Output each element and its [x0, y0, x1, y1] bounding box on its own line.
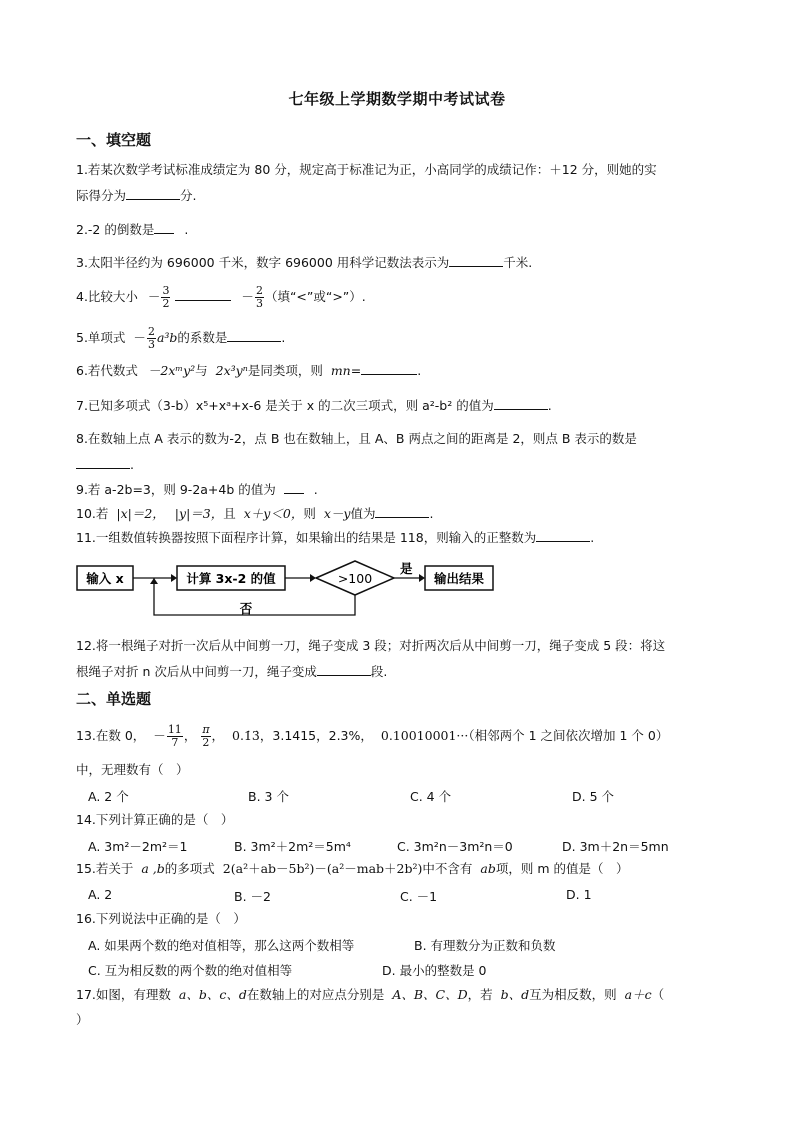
- q13-comma1: ，: [183, 728, 197, 743]
- q16-option-d[interactable]: D. 最小的整数是 0: [382, 963, 487, 978]
- q4-text: 4.比较大小: [76, 289, 138, 304]
- q1-line1: 1.若某次数学考试标准成绩定为 80 分，规定高于标准记为正，小高同学的成绩记作：＋12 分，则她的实: [76, 162, 657, 177]
- q1-text: 际得分为: [76, 188, 127, 203]
- q2-end: .: [184, 222, 189, 237]
- q13-frac2: $\frac{\pi}{2}$: [202, 723, 210, 749]
- q13-text: 13.在数 0，: [76, 728, 146, 743]
- q13-note: （相邻两个 1 之间依次增加 1 个 0）: [468, 728, 669, 743]
- q17-bd: b、d: [500, 987, 530, 1002]
- q5-minus: －: [133, 330, 146, 345]
- q5-text: 5.单项式: [76, 330, 126, 345]
- q16-option-b[interactable]: B. 有理数分为正数和负数: [414, 938, 556, 953]
- q5-frac: $\frac{2}{3}$: [147, 325, 155, 351]
- flow-calc-label: 计算 3x-2 的值: [186, 571, 276, 586]
- q3: [76, 254, 532, 271]
- q6: [76, 362, 421, 379]
- q6-with: 与: [195, 363, 208, 378]
- q13-option-b[interactable]: B. 3 个: [248, 789, 289, 804]
- flow-loop-arrowhead: [150, 578, 158, 584]
- flow-yes-label: 是: [400, 561, 413, 576]
- q12-text: 根绳子对折 n 次后从中间剪一刀，绳子变成: [76, 664, 317, 679]
- q5: [76, 323, 285, 353]
- q1-unit: 分.: [180, 188, 197, 203]
- q4: [76, 282, 366, 312]
- q14-option-a[interactable]: A. 3m²－2m²＝1: [88, 839, 188, 854]
- q13-minus: －: [153, 728, 166, 743]
- q13-line2: 中，无理数有（ ）: [76, 762, 189, 777]
- q15-text2: 的多项式: [164, 861, 215, 876]
- q11: [76, 529, 594, 546]
- q13-repeating-decimal: 0.1̇3̇: [232, 728, 260, 743]
- q15: [76, 861, 628, 877]
- q17-line2: ）: [76, 1012, 89, 1027]
- q15-text: 15.若关于: [76, 861, 134, 876]
- q12-line1: 12.将一根绳子对折一次后从中间剪一刀，绳子变成 3 段；对折两次后从中间剪一刀，绳子变成 5 段：将这: [76, 638, 666, 653]
- q17-text3: ，若: [467, 987, 493, 1002]
- flow-input-label: 输入 x: [86, 571, 124, 586]
- q6-end: .: [417, 363, 422, 378]
- q10-value: 值为: [350, 506, 376, 521]
- q15-text3: 中不含有: [422, 861, 473, 876]
- q12-line2: [76, 663, 387, 680]
- q9-text: 9.若 a-2b=3，则 9-2a+4b 的值为: [76, 482, 276, 497]
- q6-text2: 是同类项，则: [247, 363, 323, 378]
- q11-end: .: [590, 530, 595, 545]
- q10-blank[interactable]: [375, 505, 429, 518]
- q6-expr1: －2xᵐy²: [147, 363, 196, 378]
- flowchart: [76, 560, 496, 622]
- q13-comma2: ，: [211, 728, 225, 743]
- q10-expr1: |x|＝2，: [116, 506, 165, 521]
- q6-expr2: 2x³yⁿ: [215, 363, 248, 378]
- q10-end: .: [429, 506, 434, 521]
- q14-option-d[interactable]: D. 3m＋2n＝5mn: [562, 839, 669, 854]
- flow-output-label: 输出结果: [433, 571, 485, 586]
- q4-minus1: －: [147, 289, 161, 304]
- q17-text2: 在数轴上的对应点分别是: [246, 987, 385, 1002]
- q7: [76, 397, 552, 414]
- q13-option-c[interactable]: C. 4 个: [410, 789, 452, 804]
- q7-blank[interactable]: [494, 397, 548, 410]
- q16-option-a[interactable]: A. 如果两个数的绝对值相等，那么这两个数相等: [88, 938, 355, 953]
- q3-end: 千米.: [503, 255, 533, 270]
- q14-option-c[interactable]: C. 3m²n－3m²n＝0: [397, 839, 513, 854]
- q11-text: 11.一组数值转换器按照下面程序计算，如果输出的结果是 118，则输入的正整数为: [76, 530, 537, 545]
- q17: [76, 987, 664, 1003]
- q14-option-b[interactable]: B. 3m²＋2m²＝5m⁴: [234, 839, 351, 854]
- q12-blank[interactable]: [317, 663, 371, 676]
- flow-decision-label: >100: [337, 571, 373, 586]
- flow-arrowhead-yes: [419, 574, 425, 582]
- q4-frac2: $\frac{2}{3}$: [255, 284, 263, 310]
- q3-blank[interactable]: [449, 254, 503, 267]
- q4-frac1: $\frac{3}{2}$: [162, 284, 170, 310]
- q13-frac1: $\frac{11}{7}$: [167, 723, 182, 749]
- q15-option-b[interactable]: B. －2: [234, 889, 271, 904]
- flow-arrowhead-1: [171, 574, 177, 582]
- q4-blank[interactable]: [175, 288, 231, 301]
- q6-expr3: mn=: [330, 363, 362, 378]
- q15-text4: 项，则 m 的值是（ ）: [495, 861, 629, 876]
- flow-no-label: 否: [239, 601, 253, 616]
- q15-vars: a ,b: [141, 861, 165, 876]
- q13: [76, 721, 668, 751]
- q4-end: （填“<”或“>”）.: [264, 289, 366, 304]
- q1-blank[interactable]: [126, 187, 180, 200]
- q5-text2: 的系数是: [177, 330, 228, 345]
- q7-text: 7.已知多项式（3-b）x⁵+xᵃ+x-6 是关于 x 的二次三项式，则 a²-b² 的值为: [76, 398, 494, 413]
- q17-points: A、B、C、D: [392, 987, 468, 1002]
- q2-blank[interactable]: [154, 221, 174, 234]
- q5-blank[interactable]: [227, 329, 281, 342]
- q15-ab: ab: [480, 861, 496, 876]
- q14-stem: 14.下列计算正确的是（ ）: [76, 812, 234, 827]
- q10-expr2: |y|＝3，: [174, 506, 224, 521]
- q17-paren-open: （: [651, 987, 665, 1002]
- q10-expr3: x＋y＜0，: [243, 506, 304, 521]
- q9-end: .: [313, 482, 318, 497]
- q15-expr: 2(a²＋ab－5b²)－(a²－mab＋2b²): [222, 861, 423, 876]
- q8-blank[interactable]: [76, 456, 130, 469]
- q17-text: 17.如图，有理数: [76, 987, 171, 1002]
- q8-line2: [76, 456, 134, 473]
- q10-expr4: x－y: [323, 506, 351, 521]
- q15-option-d[interactable]: D. 1: [566, 887, 592, 902]
- q9-blank[interactable]: [284, 481, 304, 494]
- q17-vars: a、b、c、d: [178, 987, 247, 1002]
- q17-text4: 互为相反数，则: [529, 987, 617, 1002]
- q1-line2: [76, 187, 197, 204]
- q9: [76, 481, 318, 498]
- q10-and: 且: [223, 506, 236, 521]
- q6-blank[interactable]: [361, 362, 417, 375]
- q5-expr: a³b: [156, 330, 178, 345]
- q10-text: 10.若: [76, 506, 109, 521]
- q13-decimal: 0.10010001···: [380, 728, 469, 743]
- q7-end: .: [547, 398, 552, 413]
- q2: [76, 221, 188, 238]
- q13-option-d[interactable]: D. 5 个: [572, 789, 614, 804]
- q3-text: 3.太阳半径约为 696000 千米，数字 696000 用科学记数法表示为: [76, 255, 450, 270]
- q10-then: 则: [303, 506, 316, 521]
- q12-end: 段.: [370, 664, 388, 679]
- q11-blank[interactable]: [536, 529, 590, 542]
- section-single-choice: 二、单选题: [76, 690, 152, 708]
- q8-end: .: [130, 457, 134, 472]
- exam-title: 七年级上学期数学期中考试试卷: [288, 90, 506, 108]
- q13-option-a[interactable]: A. 2 个: [88, 789, 129, 804]
- section-fill-in: 一、填空题: [76, 131, 152, 149]
- q13-list: ，3.1415，2.3%，: [259, 728, 373, 743]
- q4-minus2: －: [241, 289, 254, 304]
- q10: [76, 505, 433, 522]
- q17-sum: a＋c: [624, 987, 652, 1002]
- q15-option-a[interactable]: A. 2: [88, 887, 113, 902]
- q15-option-c[interactable]: C. －1: [400, 889, 438, 904]
- q16-option-c[interactable]: C. 互为相反数的两个数的绝对值相等: [88, 963, 293, 978]
- q16-stem: 16.下列说法中正确的是（ ）: [76, 911, 246, 926]
- q5-end: .: [281, 330, 286, 345]
- q2-text: 2.-2 的倒数是: [76, 222, 155, 237]
- q6-text: 6.若代数式: [76, 363, 138, 378]
- q8-line1: 8.在数轴上点 A 表示的数为-2，点 B 也在数轴上，且 A、B 两点之间的距离是 2，则点 B 表示的数是: [76, 431, 637, 446]
